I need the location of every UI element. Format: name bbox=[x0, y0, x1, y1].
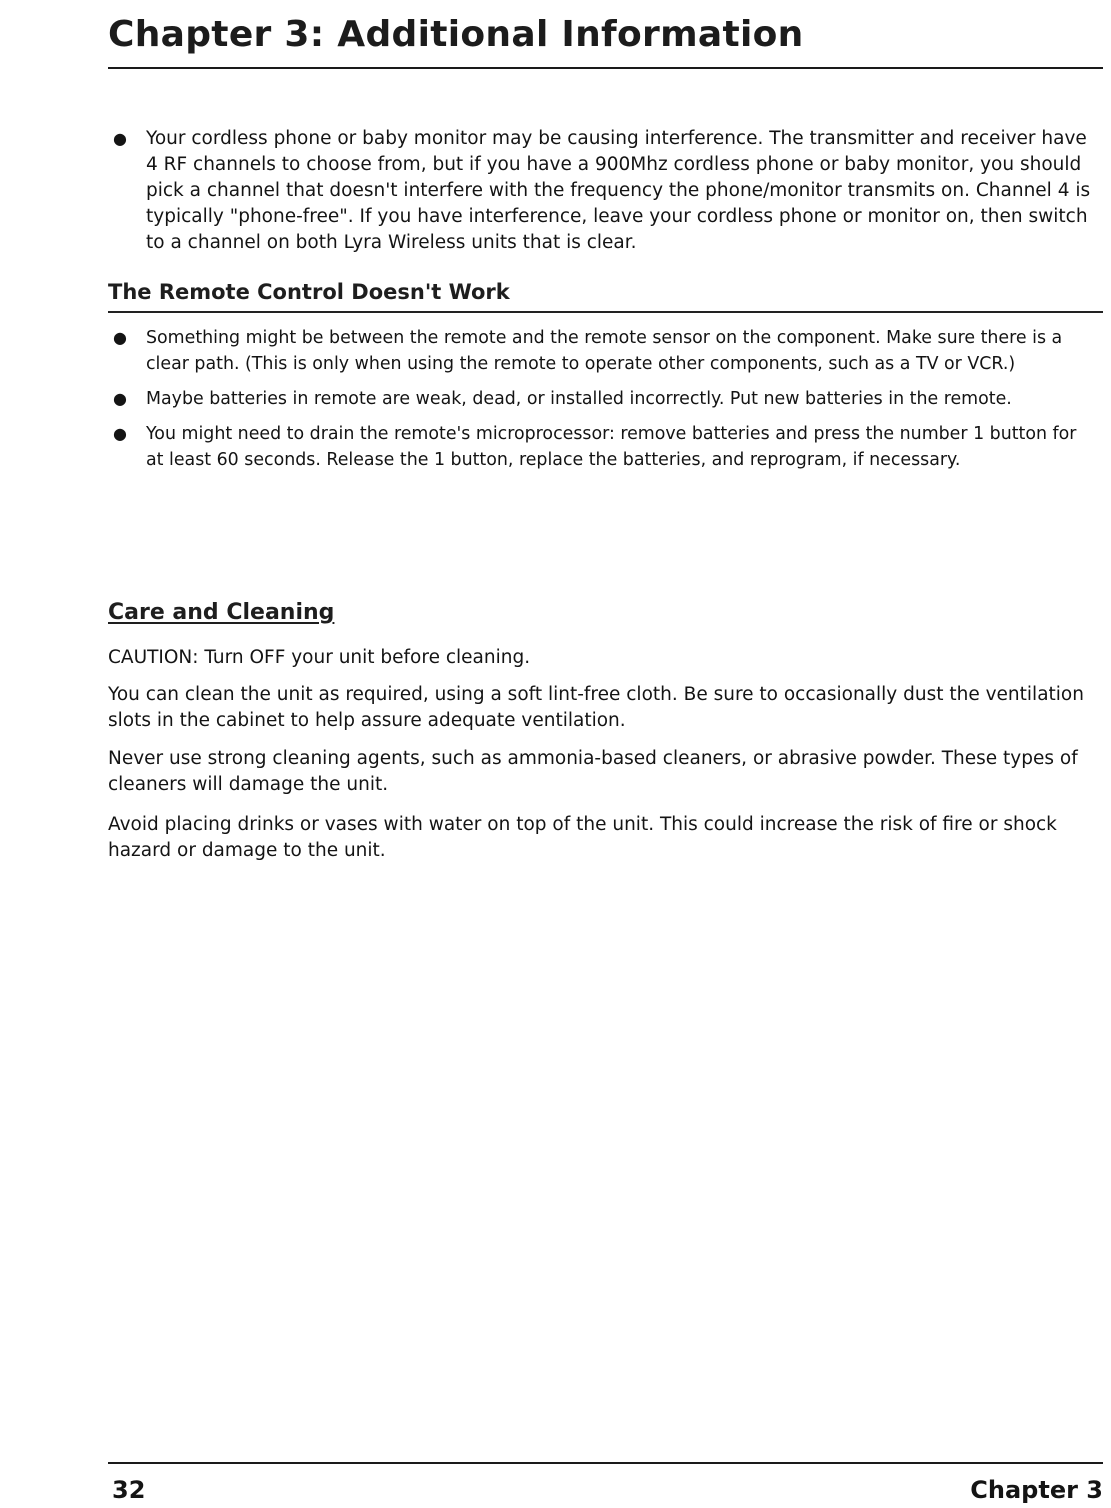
bullet-icon: ● bbox=[113, 129, 127, 148]
bullet-item bbox=[108, 386, 1098, 412]
care-paragraph: Never use strong cleaning agents, such as ammonia-based cleaners, or abrasive powder. These types of cleaners will damage the unit. bbox=[108, 748, 1078, 795]
care-paragraph: Avoid placing drinks or vases with water on top of the unit. This could increase the risk of fire or shock hazard or damage to the unit. bbox=[108, 814, 1057, 861]
page-number: 32 bbox=[112, 1476, 146, 1504]
footer-chapter-label: Chapter 3 bbox=[970, 1476, 1103, 1504]
bullet-text: Something might be between the remote and the remote sensor on the component. Make sure there is a clear path. (This is only when using the remote to operate other components, such as a TV or VCR.) bbox=[146, 328, 1063, 374]
section-divider bbox=[108, 311, 1103, 313]
bullet-icon: ● bbox=[113, 424, 127, 443]
bullet-icon: ● bbox=[113, 328, 127, 347]
footer-divider bbox=[108, 1462, 1103, 1464]
section-heading-care: Care and Cleaning bbox=[108, 600, 335, 625]
title-divider bbox=[108, 67, 1103, 69]
interference-bullet-list bbox=[108, 126, 1098, 265]
caution-text: CAUTION: Turn OFF your unit before cleaning. bbox=[108, 647, 531, 668]
bullet-item bbox=[108, 126, 1098, 256]
bullet-icon: ● bbox=[113, 389, 127, 408]
care-paragraph: You can clean the unit as required, using a soft lint-free cloth. Be sure to occasionally dust the ventilation slots in the cabinet to help assure adequate ventilation. bbox=[108, 684, 1084, 731]
bullet-text: Maybe batteries in remote are weak, dead, or installed incorrectly. Put new batteries in the remote. bbox=[146, 389, 1012, 409]
bullet-text: You might need to drain the remote's microprocessor: remove batteries and press the number 1 button for at least 60 seconds. Release the 1 button, replace the batteries, and reprogram, if necessary. bbox=[146, 424, 1077, 470]
section-heading-remote: The Remote Control Doesn't Work bbox=[108, 280, 510, 304]
bullet-item bbox=[108, 325, 1098, 377]
bullet-text: Your cordless phone or baby monitor may be causing interference. The transmitter and receiver have 4 RF channels to choose from, but if you have a 900Mhz cordless phone or baby monitor, you should pick a channel that doesn't interfere with the frequency the phone/monitor transmits on. Channel 4 is typically "phone-free". If you have interference, leave your cordless phone or monitor on, then switch to a channel on both Lyra Wireless units that is clear. bbox=[146, 128, 1091, 253]
chapter-title: Chapter 3: Additional Information bbox=[108, 14, 804, 55]
remote-bullet-list bbox=[108, 325, 1098, 482]
bullet-item bbox=[108, 421, 1098, 473]
